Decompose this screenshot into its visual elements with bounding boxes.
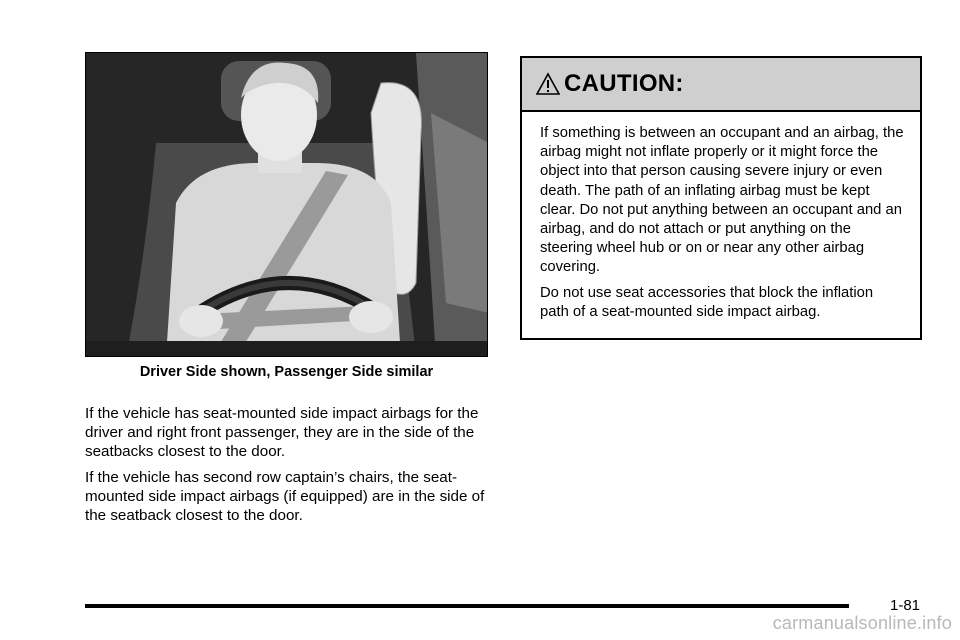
- page-number: 1-81: [890, 597, 921, 614]
- caution-title: CAUTION:: [564, 70, 684, 97]
- caution-paragraph: If something is between an occupant and an airbag, the airbag might not inflate properly or it might force the object into that person causing severe injury or even death. The path of an inflating airbag must be kept clear. Do not put anything between an occupant and an airbag, and do not attach or put anything on the steering wheel hub or on or near any other airbag covering.: [540, 125, 904, 276]
- caution-header: [522, 58, 920, 112]
- footer-rule: [85, 604, 849, 608]
- caution-paragraph: Do not use seat accessories that block the inflation path of a seat-mounted side impact airbag.: [540, 284, 874, 320]
- warning-triangle-icon: [536, 72, 560, 96]
- caution-body: [522, 112, 920, 322]
- driver-airbag-drawing: [86, 53, 488, 357]
- figure-caption: Driver Side shown, Passenger Side similar: [139, 364, 434, 380]
- airbag-illustration: [85, 52, 488, 357]
- body-paragraph: If the vehicle has second row captain’s chairs, the seat-mounted side impact airbags (if equipped) are in the side of the seatback closest to the door.: [85, 469, 485, 524]
- watermark: carmanualsonline.info: [772, 613, 952, 633]
- body-text: [85, 404, 495, 532]
- caution-box: [520, 56, 922, 340]
- body-paragraph: If the vehicle has seat-mounted side impact airbags for the driver and right front passenger, they are in the side of the seatbacks closest to the door.: [85, 405, 479, 460]
